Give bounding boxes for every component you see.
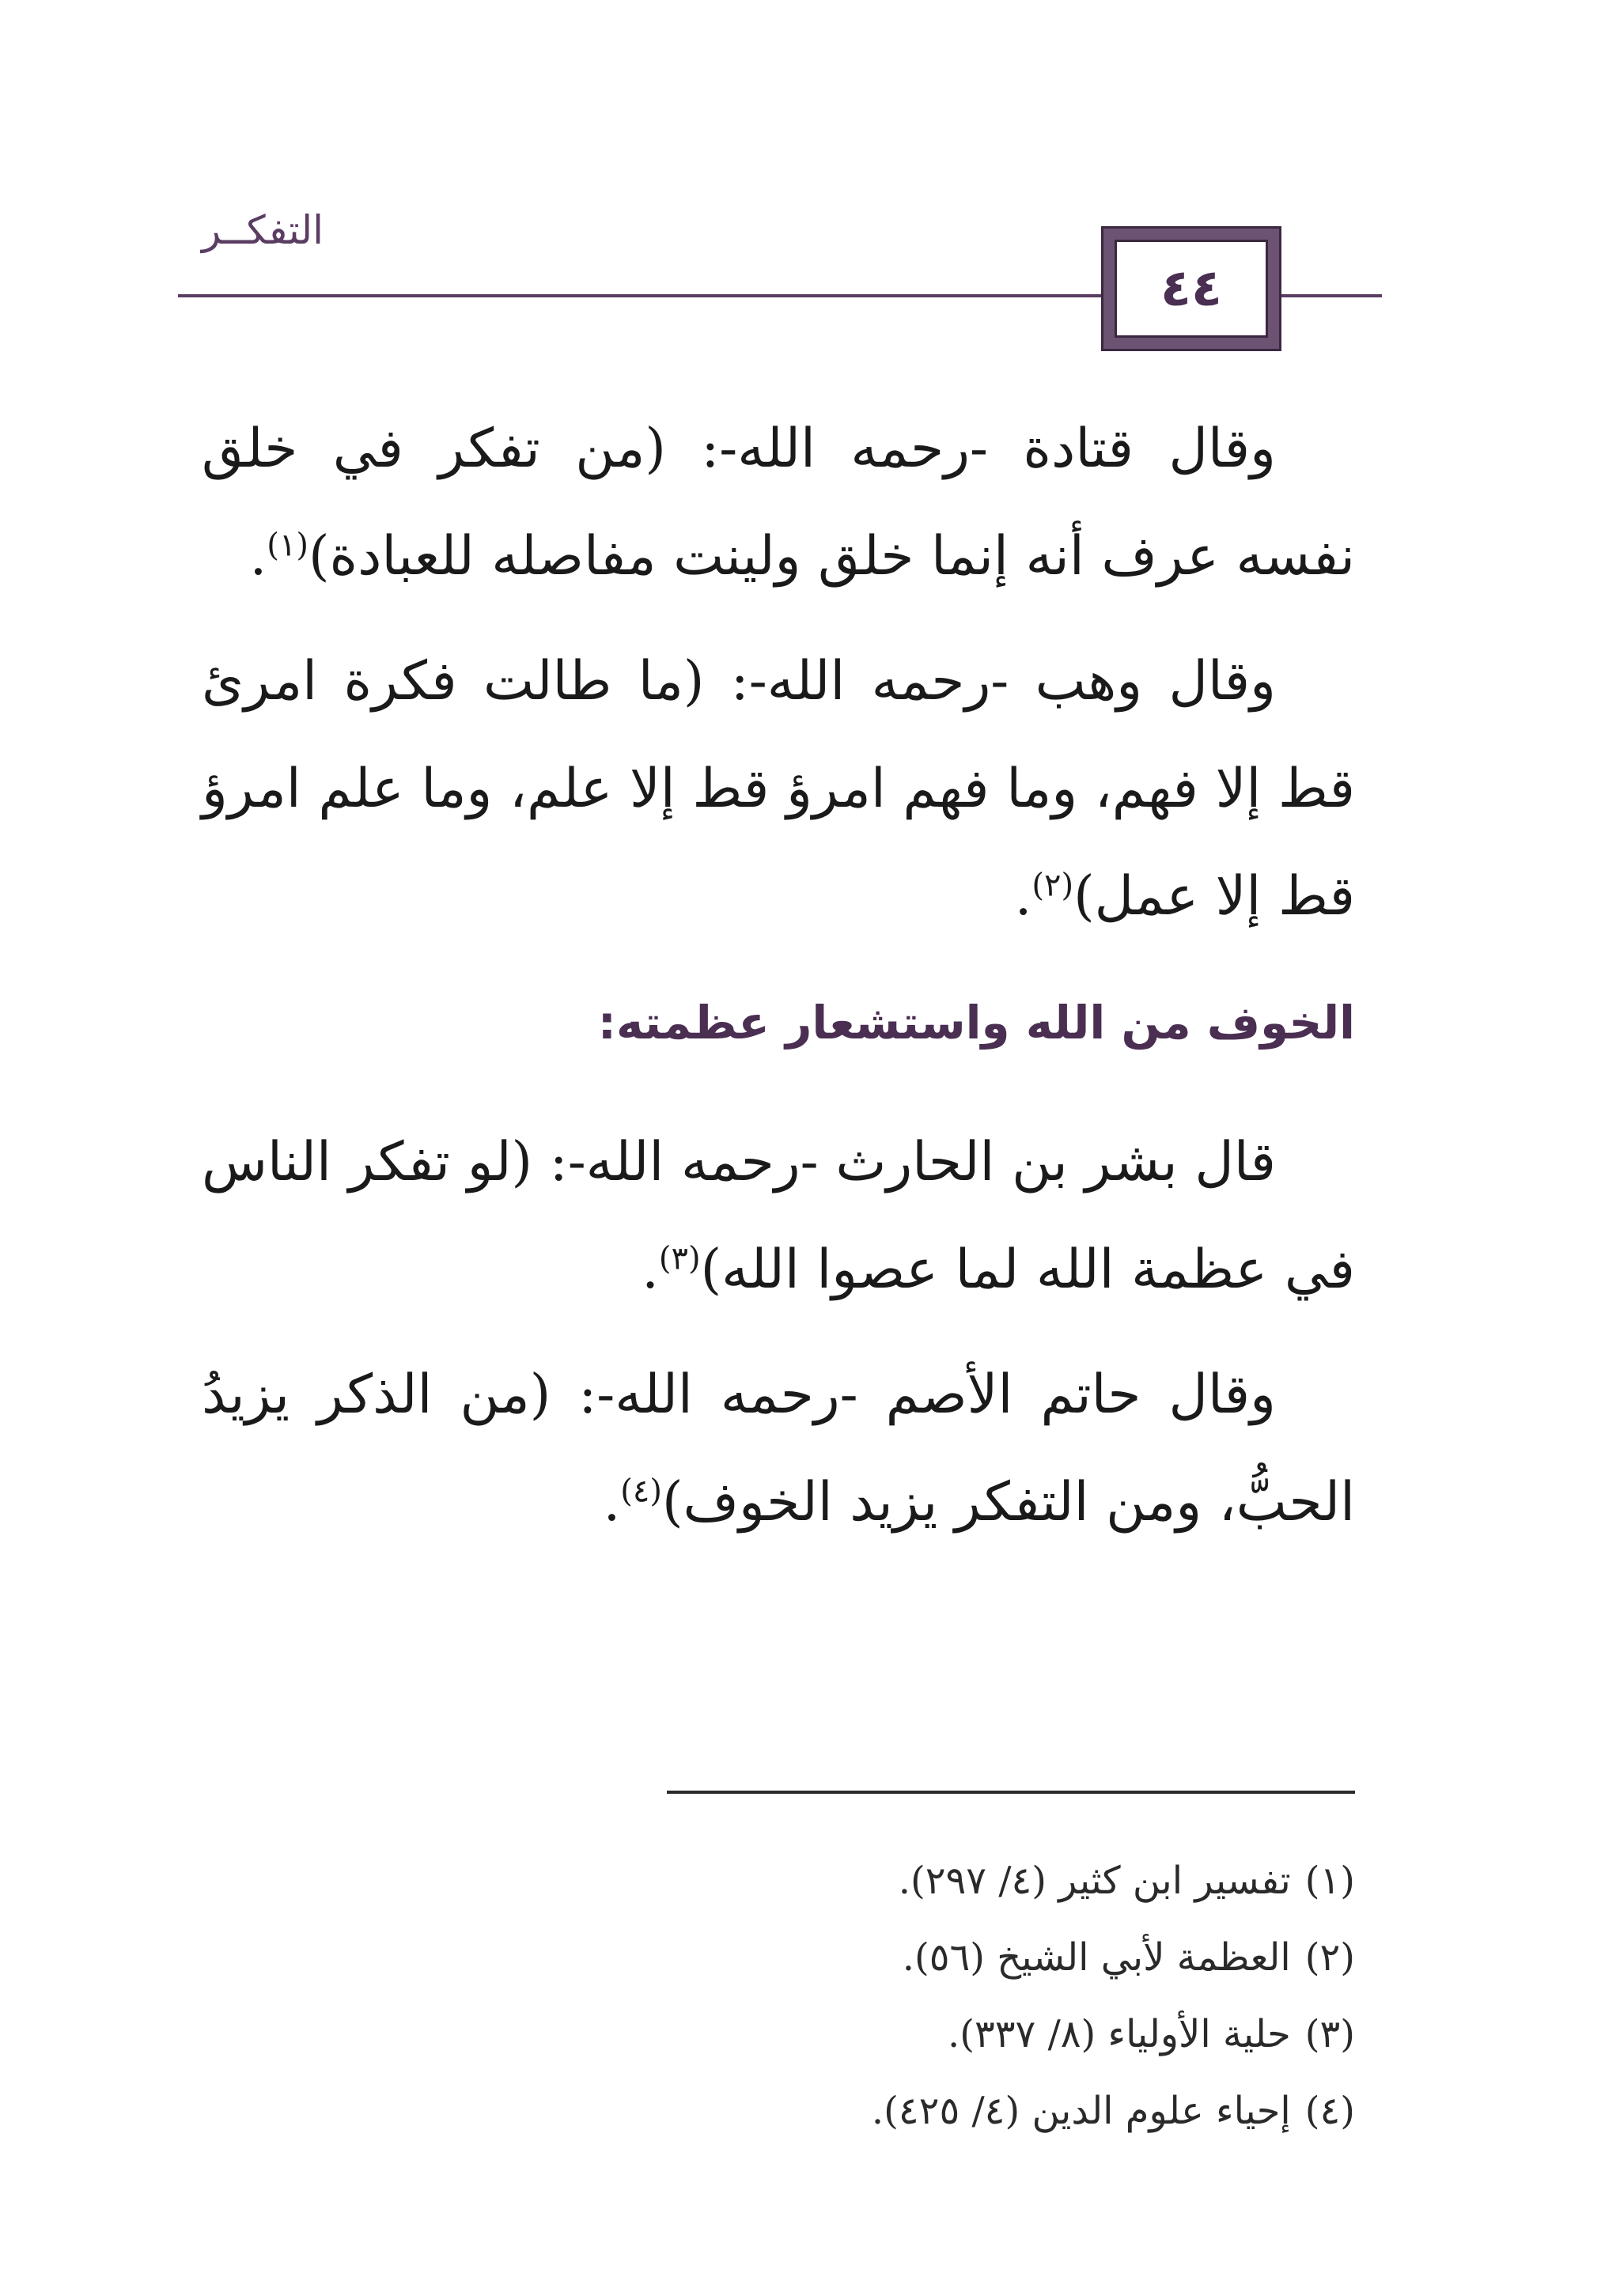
footnote-ref: (٣) [658, 1240, 701, 1277]
paragraph-text: وقال حاتم الأصم -رحمه الله-: (من الذكر يزيدُ الحبُّ، ومن التفكر يزيد الخوف) [202, 1364, 1355, 1534]
paragraph-text: قال بشر بن الحارث -رحمه الله-: (لو تفكر الناس في عظمة الله لما عصوا الله) [202, 1131, 1355, 1301]
paragraph-text: وقال قتادة -رحمه الله-: (من تفكر في خلق نفسه عرف أنه إنما خلق ولينت مفاصله للعبادة) [202, 418, 1355, 588]
footnote-separator [667, 1791, 1355, 1794]
paragraph-end: . [603, 1471, 621, 1534]
footnote-number: (١) [1304, 1859, 1355, 1903]
footnote-text: العظمة لأبي الشيخ (٥٦). [902, 1935, 1291, 1980]
footnote-ref: (١) [267, 527, 308, 564]
paragraph-text: وقال وهب -رحمه الله-: (ما طالت فكرة امرئ قط إلا فهم، وما فهم امرؤ قط إلا علم، وما علم امرؤ قط إلا عمل) [202, 650, 1355, 928]
footnote-item [667, 1843, 1355, 1920]
running-header-title: التفكــر [202, 207, 324, 253]
footnote-item [667, 2073, 1355, 2150]
paragraph-end: . [1014, 865, 1032, 928]
footnote-ref: (٤) [620, 1473, 662, 1510]
footnote-number: (٤) [1304, 2089, 1355, 2133]
footnote-text: تفسير ابن كثير (٤/ ٢٩٧). [898, 1859, 1291, 1903]
footnote-text: حلية الأولياء (٨/ ٣٣٧). [947, 2012, 1291, 2056]
footnote-text: إحياء علوم الدين (٤/ ٤٢٥). [871, 2089, 1291, 2133]
footnotes [667, 1843, 1355, 2150]
page-number-box [1101, 226, 1281, 351]
paragraph-wahb [202, 628, 1355, 951]
page-body [202, 395, 1355, 1574]
footnote-number: (٣) [1304, 2012, 1355, 2056]
paragraph-qatada [202, 395, 1355, 611]
paragraph-hatim [202, 1341, 1355, 1557]
footnote-number: (٢) [1304, 1935, 1355, 1980]
footnote-ref: (٢) [1031, 867, 1074, 904]
page-number: ٤٤ [1115, 240, 1268, 338]
paragraph-end: . [249, 525, 267, 588]
footnote-item [667, 1920, 1355, 1996]
paragraph-end: . [642, 1239, 659, 1301]
footnote-item [667, 1996, 1355, 2073]
section-heading: الخوف من الله واستشعار عظمته: [597, 996, 1355, 1050]
paragraph-bishr [202, 1109, 1355, 1324]
